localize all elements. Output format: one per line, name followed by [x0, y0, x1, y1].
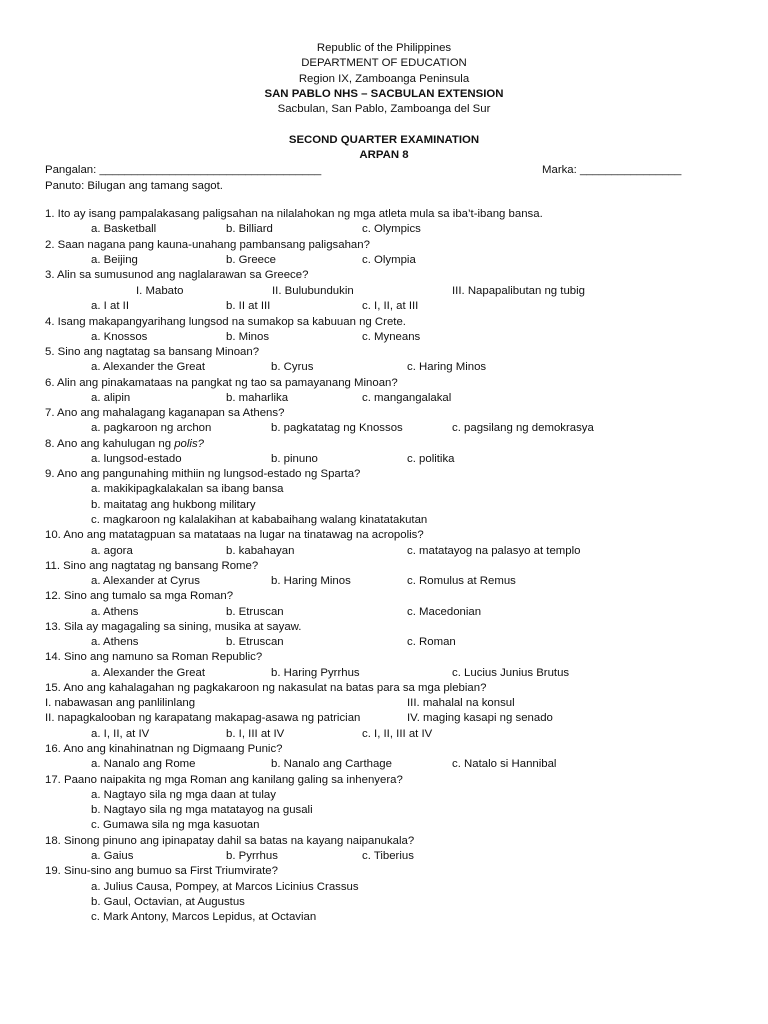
question-1: 1. Ito ay isang pampalakasang paligsahan na nilalahokan ng mga atleta mula sa iba’t-ibang bansa. [45, 208, 543, 220]
q17-choice-c: c. Gumawa sila ng mga kasuotan [91, 819, 260, 831]
q1-choice-c: c. Olympics [362, 223, 421, 235]
q5-choice-c: c. Haring Minos [407, 361, 487, 373]
q19-choice-c: c. Mark Antony, Marcos Lepidus, at Octavian [91, 911, 317, 923]
header-school: SAN PABLO NHS – SACBULAN EXTENSION [264, 88, 504, 100]
question-11: 11. Sino ang nagtatag ng bansang Rome? [45, 560, 259, 572]
q9-choice-a: a. makikipagkalakalan sa ibang bansa [91, 483, 284, 495]
header-department: DEPARTMENT OF EDUCATION [301, 57, 467, 69]
q18-choice-c: c. Tiberius [362, 850, 414, 862]
q14-choice-a: a. Alexander the Great [91, 667, 205, 679]
q16-choice-c: c. Natalo si Hannibal [452, 758, 557, 770]
question-19: 19. Sinu-sino ang bumuo sa First Triumvirate? [45, 865, 278, 877]
question-2: 2. Saan nagana pang kauna-unahang pambansang paligsahan? [45, 239, 370, 251]
q3-choice-b: b. II at III [226, 300, 271, 312]
q11-choice-b: b. Haring Minos [271, 575, 351, 587]
q4-choice-b: b. Minos [226, 331, 270, 343]
question-4: 4. Isang makapangyarihang lungsod na sumakop sa kabuuan ng Crete. [45, 316, 406, 328]
q3-choice-c: c. I, II, at III [362, 300, 419, 312]
question-8-term: polis? [174, 438, 204, 450]
q9-choice-b: b. maitatag ang hukbong military [91, 499, 256, 511]
q7-choice-a: a. pagkaroon ng archon [91, 422, 212, 434]
q6-choice-a: a. alipin [91, 392, 131, 404]
question-7: 7. Ano ang mahalagang kaganapan sa Athens? [45, 407, 285, 419]
q4-choice-a: a. Knossos [91, 331, 148, 343]
q9-choice-c: c. magkaroon ng kalalakihan at kababaihang walang kinatatakutan [91, 514, 428, 526]
q14-choice-b: b. Haring Pyrrhus [271, 667, 360, 679]
q3-item-iii: III. Napapalibutan ng tubig [452, 285, 585, 297]
q8-choice-a: a. lungsod-estado [91, 453, 182, 465]
q15-item-iii: III. mahalal na konsul [407, 697, 515, 709]
q4-choice-c: c. Myneans [362, 331, 421, 343]
q11-choice-c: c. Romulus at Remus [407, 575, 516, 587]
exam-title: SECOND QUARTER EXAMINATION [288, 134, 480, 146]
q2-choice-a: a. Beijing [91, 254, 138, 266]
directions: Panuto: Bilugan ang tamang sagot. [45, 180, 223, 192]
q17-choice-a: a. Nagtayo sila ng mga daan at tulay [91, 789, 276, 801]
q10-choice-a: a. agora [91, 545, 133, 557]
q15-item-iv: IV. maging kasapi ng senado [407, 712, 553, 724]
q5-choice-a: a. Alexander the Great [91, 361, 205, 373]
q3-item-ii: II. Bulubundukin [272, 285, 354, 297]
question-18: 18. Sinong pinuno ang ipinapatay dahil sa batas na kayang naipanukala? [45, 835, 415, 847]
q8-choice-c: c. politika [407, 453, 455, 465]
q2-choice-b: b. Greece [226, 254, 277, 266]
q11-choice-a: a. Alexander at Cyrus [91, 575, 200, 587]
q10-choice-b: b. kabahayan [226, 545, 295, 557]
q17-choice-b: b. Nagtayo sila ng mga matatayog na gusali [91, 804, 313, 816]
q3-choice-a: a. I at II [91, 300, 129, 312]
q15-item-ii: II. napagkalooban ng karapatang makapag-asawa ng patrician [45, 712, 361, 724]
q18-choice-a: a. Gaius [91, 850, 134, 862]
question-5: 5. Sino ang nagtatag sa bansang Minoan? [45, 346, 260, 358]
question-14: 14. Sino ang namuno sa Roman Republic? [45, 651, 263, 663]
q1-choice-b: b. Billiard [226, 223, 273, 235]
question-8 [45, 437, 204, 451]
question-3: 3. Alin sa sumusunod ang naglalarawan sa Greece? [45, 269, 309, 281]
q14-choice-c: c. Lucius Junius Brutus [452, 667, 570, 679]
score-field-label: Marka: ________________ [542, 164, 682, 176]
header-region: Region IX, Zamboanga Peninsula [298, 73, 470, 85]
q13-choice-c: c. Roman [407, 636, 456, 648]
q7-choice-c: c. pagsilang ng demokrasya [452, 422, 594, 434]
q16-choice-a: a. Nanalo ang Rome [91, 758, 196, 770]
q10-choice-c: c. matatayog na palasyo at templo [407, 545, 581, 557]
q16-choice-b: b. Nanalo ang Carthage [271, 758, 392, 770]
name-field-label: Pangalan: ___________________________________ [45, 164, 322, 176]
exam-subject: ARPAN 8 [359, 149, 409, 161]
question-13: 13. Sila ay magagaling sa sining, musika at sayaw. [45, 621, 302, 633]
question-12: 12. Sino ang tumalo sa mga Roman? [45, 590, 234, 602]
q15-choice-b: b. I, III at IV [226, 728, 285, 740]
q3-item-i: I. Mabato [136, 285, 184, 297]
q7-choice-b: b. pagkatatag ng Knossos [271, 422, 403, 434]
question-15: 15. Ano ang kahalagahan ng pagkakaroon ng nakasulat na batas para sa mga plebian? [45, 682, 487, 694]
q13-choice-b: b. Etruscan [226, 636, 284, 648]
q15-choice-a: a. I, II, at IV [91, 728, 150, 740]
question-16: 16. Ano ang kinahinatnan ng Digmaang Punic? [45, 743, 283, 755]
q15-item-i: I. nabawasan ang panlilinlang [45, 697, 196, 709]
q6-choice-b: b. maharlika [226, 392, 289, 404]
header-republic: Republic of the Philippines [316, 42, 452, 54]
q12-choice-a: a. Athens [91, 606, 139, 618]
question-6: 6. Alin ang pinakamataas na pangkat ng tao sa pamayanang Minoan? [45, 377, 398, 389]
q12-choice-c: c. Macedonian [407, 606, 482, 618]
question-8-text: 8. Ano ang kahulugan ng [45, 438, 175, 450]
question-10: 10. Ano ang matatagpuan sa matataas na lugar na tinatawag na acropolis? [45, 529, 424, 541]
q12-choice-b: b. Etruscan [226, 606, 284, 618]
header-address: Sacbulan, San Pablo, Zamboanga del Sur [277, 103, 491, 115]
question-9: 9. Ano ang pangunahing mithiin ng lungsod-estado ng Sparta? [45, 468, 361, 480]
q19-choice-b: b. Gaul, Octavian, at Augustus [91, 896, 245, 908]
q15-choice-c: c. I, II, III at IV [362, 728, 433, 740]
q18-choice-b: b. Pyrrhus [226, 850, 278, 862]
q5-choice-b: b. Cyrus [271, 361, 314, 373]
q2-choice-c: c. Olympia [362, 254, 416, 266]
q1-choice-a: a. Basketball [91, 223, 157, 235]
q19-choice-a: a. Julius Causa, Pompey, at Marcos Licinius Crassus [91, 881, 359, 893]
q6-choice-c: c. mangangalakal [362, 392, 452, 404]
question-17: 17. Paano naipakita ng mga Roman ang kanilang galing sa inhenyera? [45, 774, 403, 786]
q8-choice-b: b. pinuno [271, 453, 318, 465]
q13-choice-a: a. Athens [91, 636, 139, 648]
